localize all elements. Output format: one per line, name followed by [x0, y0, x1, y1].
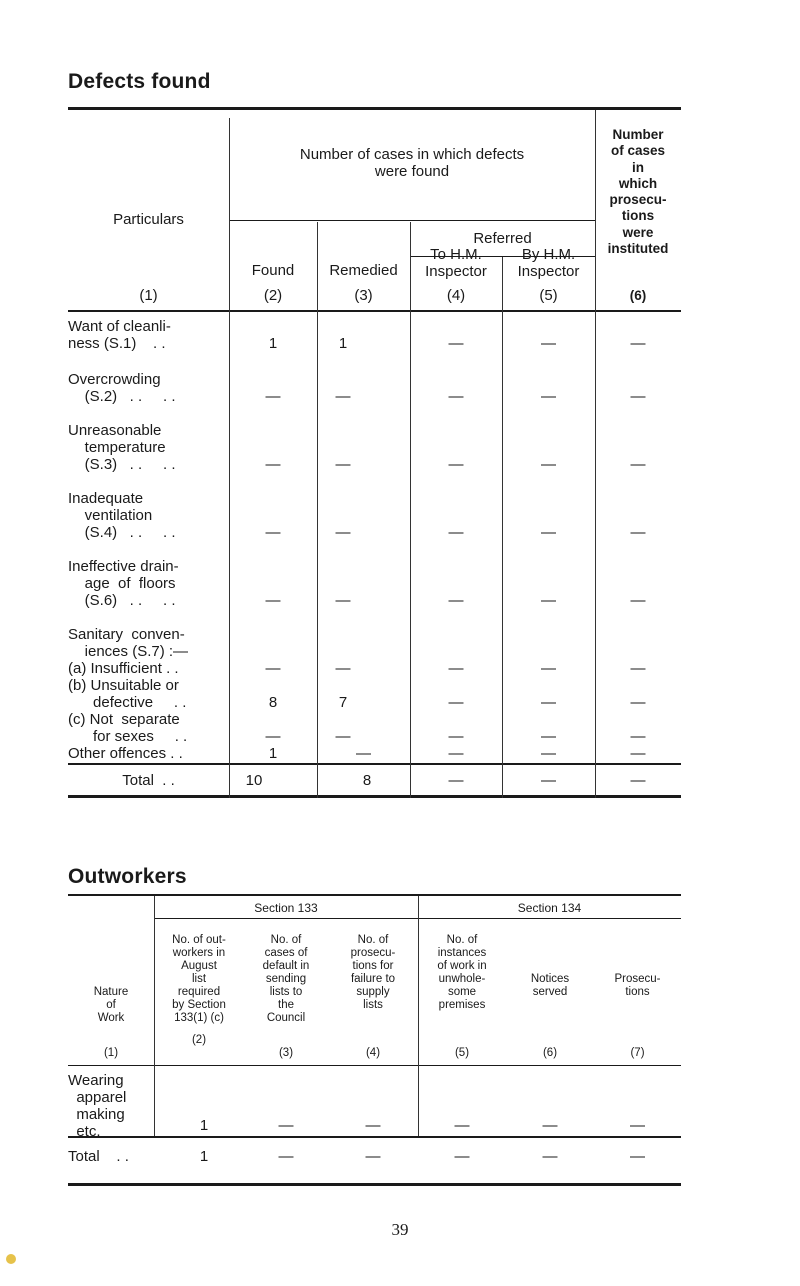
header-remedied-num: (3): [354, 287, 373, 304]
cell-remedied: —: [335, 660, 351, 677]
header-by-hm-num: (5): [539, 287, 558, 304]
cell-found: —: [265, 660, 281, 677]
cell-to-hm: —: [448, 524, 464, 541]
page-number: 39: [391, 1220, 409, 1239]
outworkers-title: Outworkers: [68, 865, 187, 888]
defects-group-rule: [229, 220, 595, 221]
total-to-hm: —: [448, 772, 464, 789]
col-divider-3: [410, 222, 411, 798]
outworkers-bottom-rule: [68, 1183, 681, 1186]
header-referred: Referred: [473, 230, 532, 247]
header-prosecutions: Number of cases in which prosecu- tions were instituted: [607, 127, 669, 257]
header-section-134: Section 134: [517, 901, 582, 915]
cell-to-hm: —: [448, 728, 464, 745]
header-particulars-num: (1): [139, 287, 158, 304]
cell-to-hm: —: [448, 745, 464, 762]
cell-found: —: [265, 728, 281, 745]
header-col6-num: (6): [542, 1047, 558, 1059]
header-col6: Notices served: [530, 973, 570, 998]
cell-by-hm: —: [541, 592, 556, 609]
header-remedied: Remedied: [329, 262, 398, 279]
cell-remedied: 1: [338, 335, 348, 352]
cell-prosecutions: —: [630, 456, 646, 473]
header-col3: No. of cases of default in sending lists to the Council: [262, 934, 310, 1024]
outworkers-total-rule: [68, 1136, 681, 1138]
header-particulars: Particulars: [113, 211, 184, 228]
header-col2-num: (2): [191, 1034, 207, 1046]
cell-prosecutions: —: [630, 524, 646, 541]
header-col3-num: (3): [278, 1047, 294, 1059]
row-label: (b) Unsuitable or defective . .: [68, 677, 187, 711]
cell-prosecutions: —: [630, 388, 646, 405]
cell-found: 1: [268, 745, 278, 762]
cell-to-hm: —: [448, 456, 464, 473]
header-col7-num: (7): [630, 1047, 645, 1059]
defects-bottom-rule: [68, 795, 681, 798]
cell-to-hm: —: [448, 694, 464, 711]
outworkers-top-rule: [68, 894, 681, 896]
header-col2: No. of out- workers in August list required by Section 133(1) (c): [172, 934, 226, 1024]
cell-col7: —: [630, 1117, 645, 1134]
header-by-hm: By H.M. Inspector: [517, 246, 580, 280]
cell-to-hm: —: [448, 592, 464, 609]
cell-to-hm: —: [448, 660, 464, 677]
cell-by-hm: —: [541, 694, 556, 711]
row-label: Sanitary conven- iences (S.7) :—: [68, 626, 189, 660]
defects-header-rule: [68, 310, 681, 312]
cell-by-hm: —: [541, 660, 556, 677]
total-by-hm: —: [541, 772, 556, 789]
header-found: Found: [251, 262, 295, 279]
total-col5: —: [454, 1148, 470, 1165]
cell-prosecutions: —: [630, 728, 646, 745]
cell-found: 1: [268, 335, 278, 352]
header-nature: Nature of Work: [93, 986, 129, 1024]
cell-col5: —: [454, 1117, 470, 1134]
total-col6: —: [542, 1148, 558, 1165]
cell-remedied: —: [335, 456, 351, 473]
cell-by-hm: —: [541, 335, 556, 352]
cell-remedied: —: [335, 592, 351, 609]
total-label: Total . .: [122, 772, 175, 789]
cell-by-hm: —: [541, 456, 556, 473]
cell-found: —: [265, 524, 281, 541]
cell-remedied: —: [335, 388, 351, 405]
cell-found: —: [265, 456, 281, 473]
header-nature-num: (1): [103, 1047, 119, 1059]
row-label: Ineffective drain- age of floors (S.6) . . . .: [68, 558, 179, 609]
row-label: (c) Not separate for sexes . .: [68, 711, 188, 745]
cell-col6: —: [542, 1117, 558, 1134]
cell-remedied: 7: [338, 694, 348, 711]
header-col4-num: (4): [365, 1047, 381, 1059]
total-remedied: 8: [362, 772, 372, 789]
row-label: Unreasonable temperature (S.3) . . . .: [68, 422, 176, 473]
cell-prosecutions: —: [630, 592, 646, 609]
outworkers-header-rule: [68, 1065, 681, 1066]
cell-found: —: [265, 388, 281, 405]
total-found: 10: [245, 772, 263, 789]
defects-top-rule: [68, 107, 681, 110]
row-label: Wearing apparel making etc.: [68, 1072, 127, 1140]
header-found-num: (2): [263, 287, 283, 304]
cell-by-hm: —: [541, 524, 556, 541]
header-to-hm-num: (4): [446, 287, 466, 304]
total-col7: —: [630, 1148, 645, 1165]
cell-to-hm: —: [448, 335, 464, 352]
header-to-hm: To H.M. Inspector: [425, 246, 487, 280]
cell-remedied: —: [335, 728, 351, 745]
ow-divider-2: [418, 896, 419, 1136]
cell-col3: —: [278, 1117, 294, 1134]
header-col7: Prosecu- tions: [614, 973, 661, 998]
cell-col2: 1: [199, 1117, 209, 1134]
total-prosecutions: —: [630, 772, 646, 789]
margin-mark: [6, 1254, 16, 1264]
header-col5: No. of instances of work in unwhole- some premises: [437, 934, 487, 1011]
total-col4: —: [365, 1148, 381, 1165]
defects-total-rule: [68, 763, 681, 765]
cell-col4: —: [365, 1117, 381, 1134]
row-label: Overcrowding (S.2) . . . .: [68, 371, 176, 405]
defects-title: Defects found: [68, 70, 211, 93]
cell-remedied: —: [356, 745, 371, 762]
total-col3: —: [278, 1148, 294, 1165]
header-col4: No. of prosecu- tions for failure to supply lists: [350, 934, 396, 1011]
cell-remedied: —: [335, 524, 351, 541]
header-section-133: Section 133: [254, 901, 318, 915]
col-divider-2: [317, 222, 318, 798]
cell-found: 8: [268, 694, 278, 711]
cell-prosecutions: —: [630, 745, 646, 762]
cell-by-hm: —: [541, 388, 556, 405]
row-label: (a) Insufficient . .: [68, 660, 179, 677]
row-label: Other offences . .: [68, 745, 183, 762]
total-label: Total . .: [68, 1148, 129, 1165]
header-cases-group: Number of cases in which defects were found: [299, 146, 525, 180]
cell-by-hm: —: [541, 745, 556, 762]
cell-found: —: [265, 592, 281, 609]
cell-prosecutions: —: [630, 335, 646, 352]
total-col2: 1: [199, 1148, 209, 1165]
cell-to-hm: —: [448, 388, 464, 405]
header-col5-num: (5): [454, 1047, 470, 1059]
row-label: Inadequate ventilation (S.4) . . . .: [68, 490, 176, 541]
header-prosecutions-num: (6): [629, 288, 647, 303]
row-label: Want of cleanli- ness (S.1) . .: [68, 318, 171, 352]
cell-prosecutions: —: [630, 660, 646, 677]
cell-prosecutions: —: [630, 694, 646, 711]
cell-by-hm: —: [541, 728, 556, 745]
